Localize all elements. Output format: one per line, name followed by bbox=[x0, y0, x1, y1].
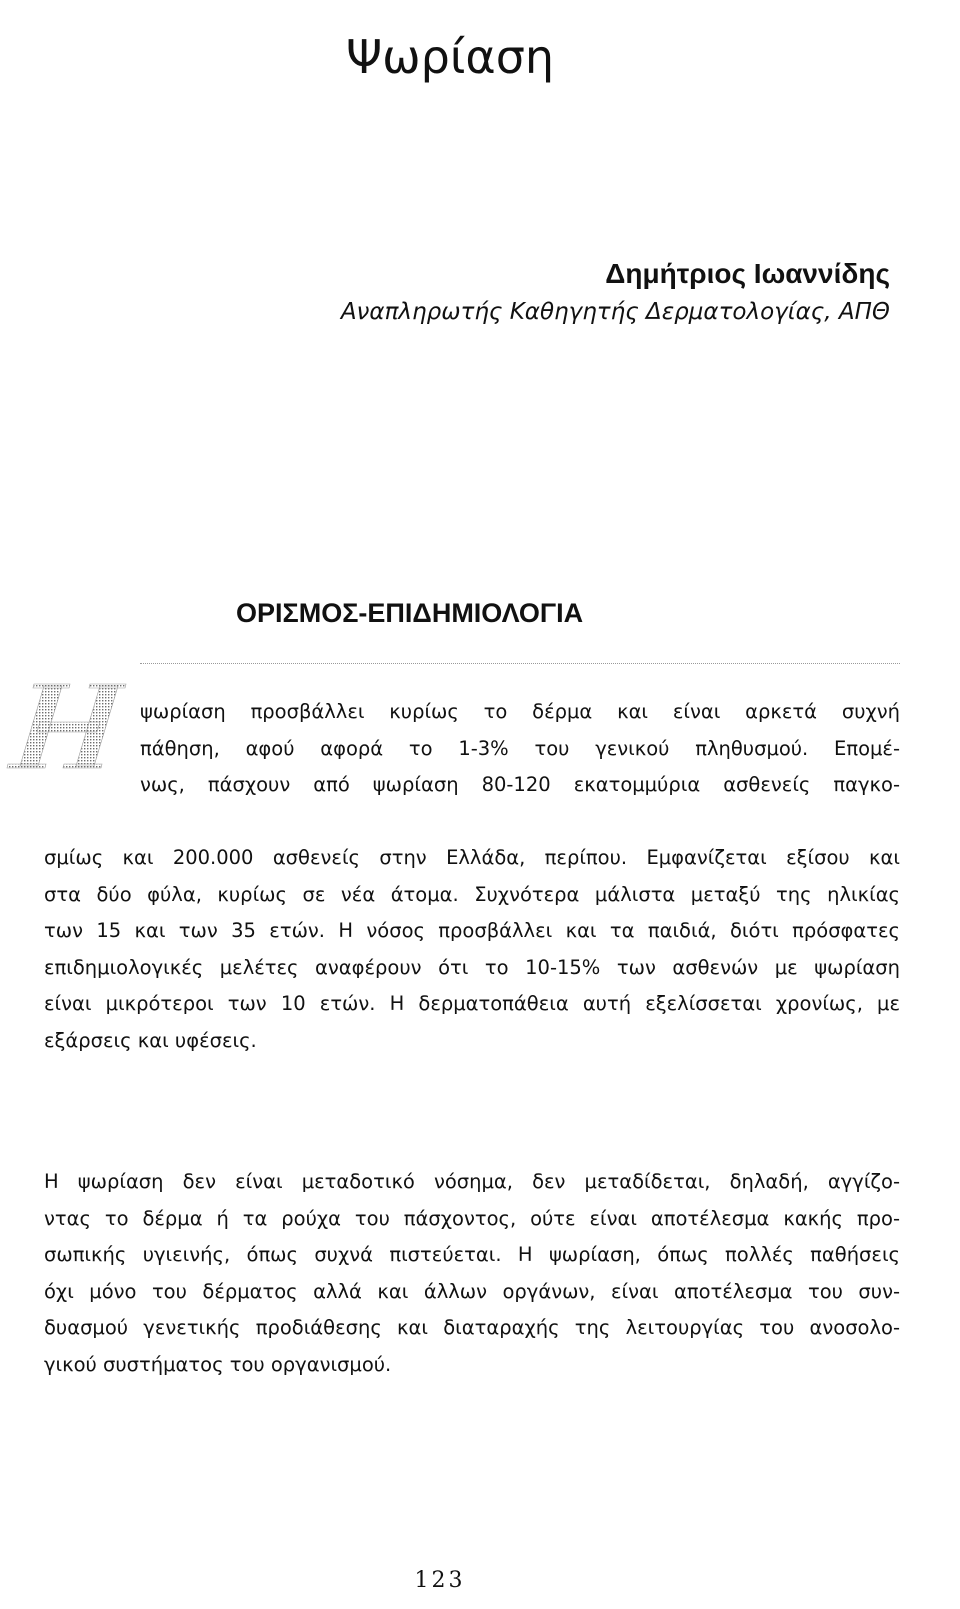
text-line: Η ψωρίαση δεν είναι μεταδοτικό νόσημα, δεν μεταδίδεται, δηλαδή, αγγίζο- bbox=[44, 1170, 900, 1193]
author-name: Δημήτριος Ιωαννίδης bbox=[605, 258, 890, 289]
page-title: Ψωρίαση bbox=[345, 30, 555, 84]
text-line: στα δύο φύλα, κυρίως σε νέα άτομα. Συχνότερα μάλιστα μεταξύ της ηλικίας bbox=[44, 882, 900, 906]
text-line: δυασμού γενετικής προδιάθεσης και διαταραχής της λειτουργίας του ανοσολο- bbox=[44, 1316, 900, 1340]
text-line: πάθηση, αφού αφορά το 1-3% του γενικού πληθυσμού. Επομέ- bbox=[140, 736, 900, 760]
text-line: ψωρίαση προσβάλλει κυρίως το δέρμα και είναι αρκετά συχνή bbox=[140, 700, 900, 723]
dotted-divider bbox=[140, 663, 900, 664]
dropcap-letter bbox=[0, 676, 130, 772]
text-line: γικού συστήματος του οργανισμού. bbox=[44, 1352, 392, 1376]
paragraph-1-opening bbox=[140, 694, 900, 804]
author-block bbox=[341, 256, 890, 332]
paragraph-1-body bbox=[44, 840, 900, 1060]
author-affiliation: Αναπληρωτής Καθηγητής Δερματολογίας, ΑΠΘ bbox=[340, 299, 890, 325]
text-line: νως, πάσχουν από ψωρίαση 80-120 εκατομμύρια ασθενείς παγκο- bbox=[140, 773, 900, 797]
text-line: των 15 και των 35 ετών. Η νόσος προσβάλλει και τα παιδιά, διότι πρόσφατες bbox=[44, 919, 900, 943]
text-line: σωπικής υγιεινής, όπως συχνά πιστεύεται. Η ψωρίαση, όπως πολλές παθήσεις bbox=[44, 1243, 900, 1267]
text-line: όχι μόνο του δέρματος αλλά και άλλων οργάνων, είναι αποτέλεσμα του συν- bbox=[44, 1279, 900, 1303]
text-line: εξάρσεις και υφέσεις. bbox=[44, 1028, 257, 1052]
section-heading: ΟΡΙΣΜΟΣ-ΕΠΙΔΗΜΙΟΛΟΓΙΑ bbox=[236, 598, 584, 628]
dropcap-text: Η bbox=[0, 676, 1, 677]
paragraph-2 bbox=[44, 1164, 900, 1384]
text-line: επιδημιολογικές μελέτες αναφέρουν ότι το 10-15% των ασθενών με ψωρίαση bbox=[44, 955, 900, 979]
text-line: σμίως και 200.000 ασθενείς στην Ελλάδα, περίπου. Εμφανίζεται εξίσου και bbox=[44, 846, 900, 869]
page-number: 123 bbox=[414, 1568, 466, 1593]
text-line: ντας το δέρμα ή τα ρούχα του πάσχοντος, ούτε είναι αποτέλεσμα κακής προ- bbox=[44, 1206, 900, 1230]
text-line: είναι μικρότεροι των 10 ετών. Η δερματοπάθεια αυτή εξελίσσεται χρονίως, με bbox=[44, 992, 900, 1016]
